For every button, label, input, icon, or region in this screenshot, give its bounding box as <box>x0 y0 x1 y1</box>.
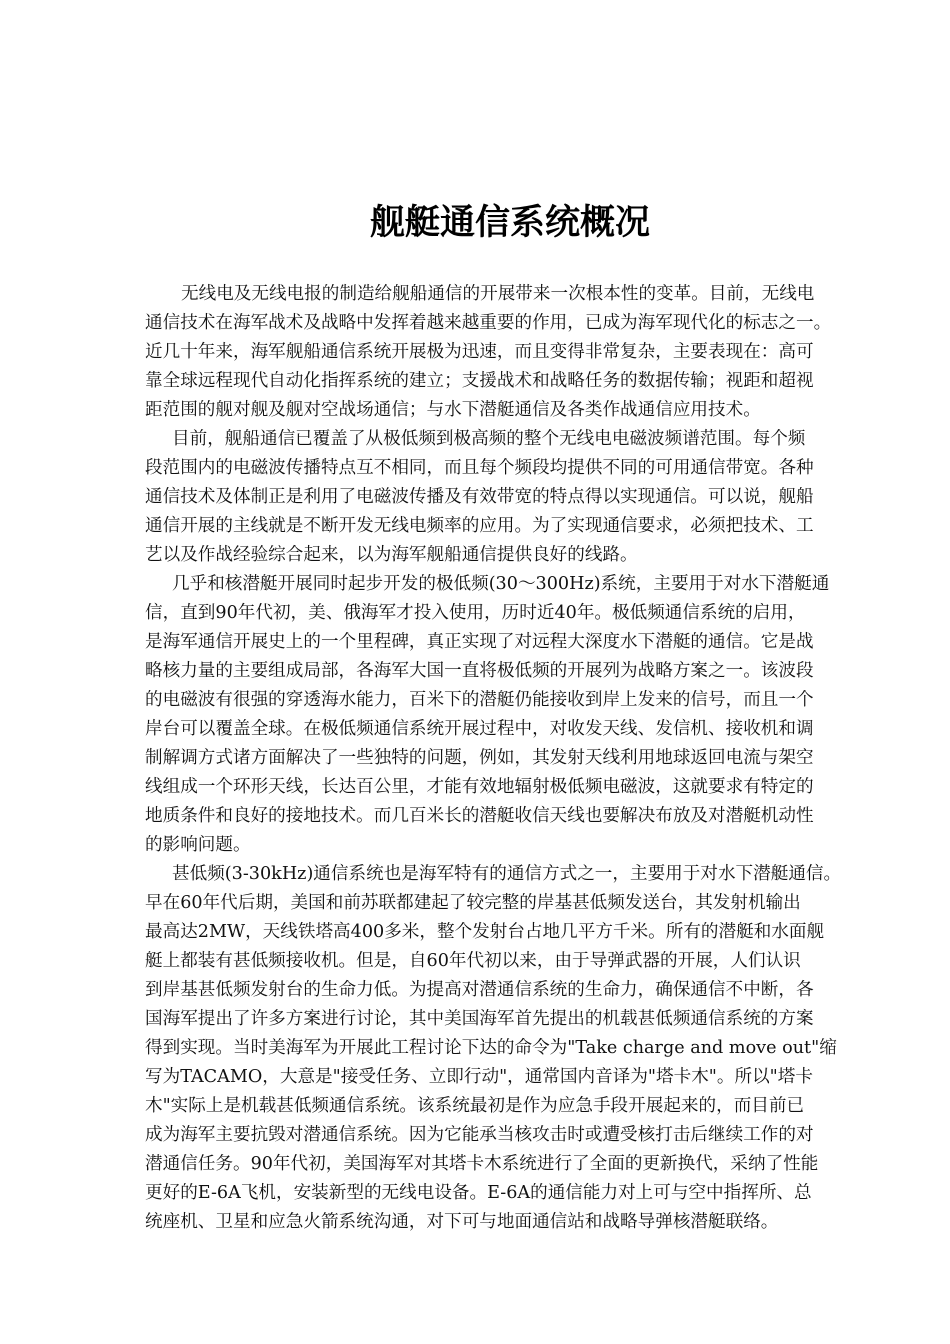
text-line: 甚低频(3-30kHz)通信系统也是海军特有的通信方式之一，主要用于对水下潜艇通信。 <box>172 864 842 884</box>
text-line: 无线电及无线电报的制造给舰船通信的开展带来一次根本性的变革。目前，无线电 <box>181 284 815 304</box>
paragraph-3 <box>145 570 880 860</box>
text-line: 成为海军主要抗毁对潜通信系统。因为它能承当核攻击时或遭受核打击后继续工作的对 <box>145 1125 814 1145</box>
text-line: 通信开展的主线就是不断开发无线电频率的应用。为了实现通信要求，必须把技术、工 <box>145 516 814 536</box>
text-line: 地质条件和良好的接地技术。而几百米长的潜艇收信天线也要解决布放及对潜艇机动性 <box>145 806 814 826</box>
text-line: 距范围的舰对舰及舰对空战场通信；与水下潜艇通信及各类作战通信应用技术。 <box>145 400 761 420</box>
text-line: 最高达2MW，天线铁塔高400多米，整个发射台占地几平方千米。所有的潜艇和水面舰 <box>145 922 825 942</box>
text-line: 是海军通信开展史上的一个里程碑，真正实现了对远程大深度水下潜艇的通信。它是战 <box>145 632 814 652</box>
text-line: 制解调方式诸方面解决了一些独特的问题，例如，其发射天线利用地球返回电流与架空 <box>145 748 814 768</box>
text-line: 几乎和核潜艇开展同时起步开发的极低频(30～300Hz)系统，主要用于对水下潜艇通 <box>172 574 830 594</box>
text-line: 的影响问题。 <box>145 835 251 855</box>
document-body <box>145 280 880 1237</box>
text-line: 线组成一个环形天线，长达百公里，才能有效地辐射极低频电磁波，这就要求有特定的 <box>145 777 814 797</box>
paragraph-4 <box>145 860 880 1237</box>
text-line: 的电磁波有很强的穿透海水能力，百米下的潜艇仍能接收到岸上发来的信号，而且一个 <box>145 690 814 710</box>
text-line: 靠全球远程现代自动化指挥系统的建立；支援战术和战略任务的数据传输；视距和超视 <box>145 371 814 391</box>
text-line: 写为TACAMO，大意是"接受任务、立即行动"，通常国内音译为"塔卡木"。所以"塔卡 <box>145 1067 813 1087</box>
text-line: 段范围内的电磁波传播特点互不相同，而且每个频段均提供不同的可用通信带宽。各种 <box>145 458 814 478</box>
text-line: 艺以及作战经验综合起来，以为海军舰船通信提供良好的线路。 <box>145 545 638 565</box>
text-line: 国海军提出了许多方案进行讨论，其中美国海军首先提出的机载甚低频通信系统的方案 <box>145 1009 814 1029</box>
text-line: 信，直到90年代初，美、俄海军才投入使用，历时近40年。极低频通信系统的启用， <box>145 603 806 623</box>
document-title: 舰艇通信系统概况 <box>369 202 650 243</box>
text-line: 艇上都装有甚低频接收机。但是，自60年代初以来，由于导弹武器的开展，人们认识 <box>145 951 801 971</box>
text-line: 通信技术在海军战术及战略中发挥着越来越重要的作用，已成为海军现代化的标志之一。 <box>145 313 832 333</box>
text-line: 潜通信任务。90年代初，美国海军对其塔卡木系统进行了全面的更新换代，采纳了性能 <box>145 1154 819 1174</box>
text-line: 更好的E-6A飞机，安装新型的无线电设备。E-6A的通信能力对上可与空中指挥所、总 <box>145 1183 812 1203</box>
text-line: 通信技术及体制正是利用了电磁波传播及有效带宽的特点得以实现通信。可以说，舰船 <box>145 487 814 507</box>
text-line: 略核力量的主要组成局部，各海军大国一直将极低频的开展列为战略方案之一。该波段 <box>145 661 814 681</box>
text-line: 早在60年代后期，美国和前苏联都建起了较完整的岸基甚低频发送台，其发射机输出 <box>145 893 801 913</box>
paragraph-2 <box>145 425 880 570</box>
paragraph-1 <box>145 280 880 425</box>
text-line: 木"实际上是机载甚低频通信系统。该系统最初是作为应急手段开展起来的，而目前已 <box>145 1096 805 1116</box>
text-line: 近几十年来，海军舰船通信系统开展极为迅速，而且变得非常复杂，主要表现在：高可 <box>145 342 814 362</box>
text-line: 到岸基甚低频发射台的生命力低。为提高对潜通信系统的生命力，确保通信不中断，各 <box>145 980 814 1000</box>
text-line: 统座机、卫星和应急火箭系统沟通，对下可与地面通信站和战略导弹核潜艇联络。 <box>145 1212 779 1232</box>
text-line: 得到实现。当时美海军为开展此工程讨论下达的命令为"Take charge and move out"缩 <box>145 1038 837 1058</box>
text-line: 目前，舰船通信已覆盖了从极低频到极高频的整个无线电电磁波频谱范围。每个频 <box>172 429 806 449</box>
text-line: 岸台可以覆盖全球。在极低频通信系统开展过程中，对收发天线、发信机、接收机和调 <box>145 719 814 739</box>
